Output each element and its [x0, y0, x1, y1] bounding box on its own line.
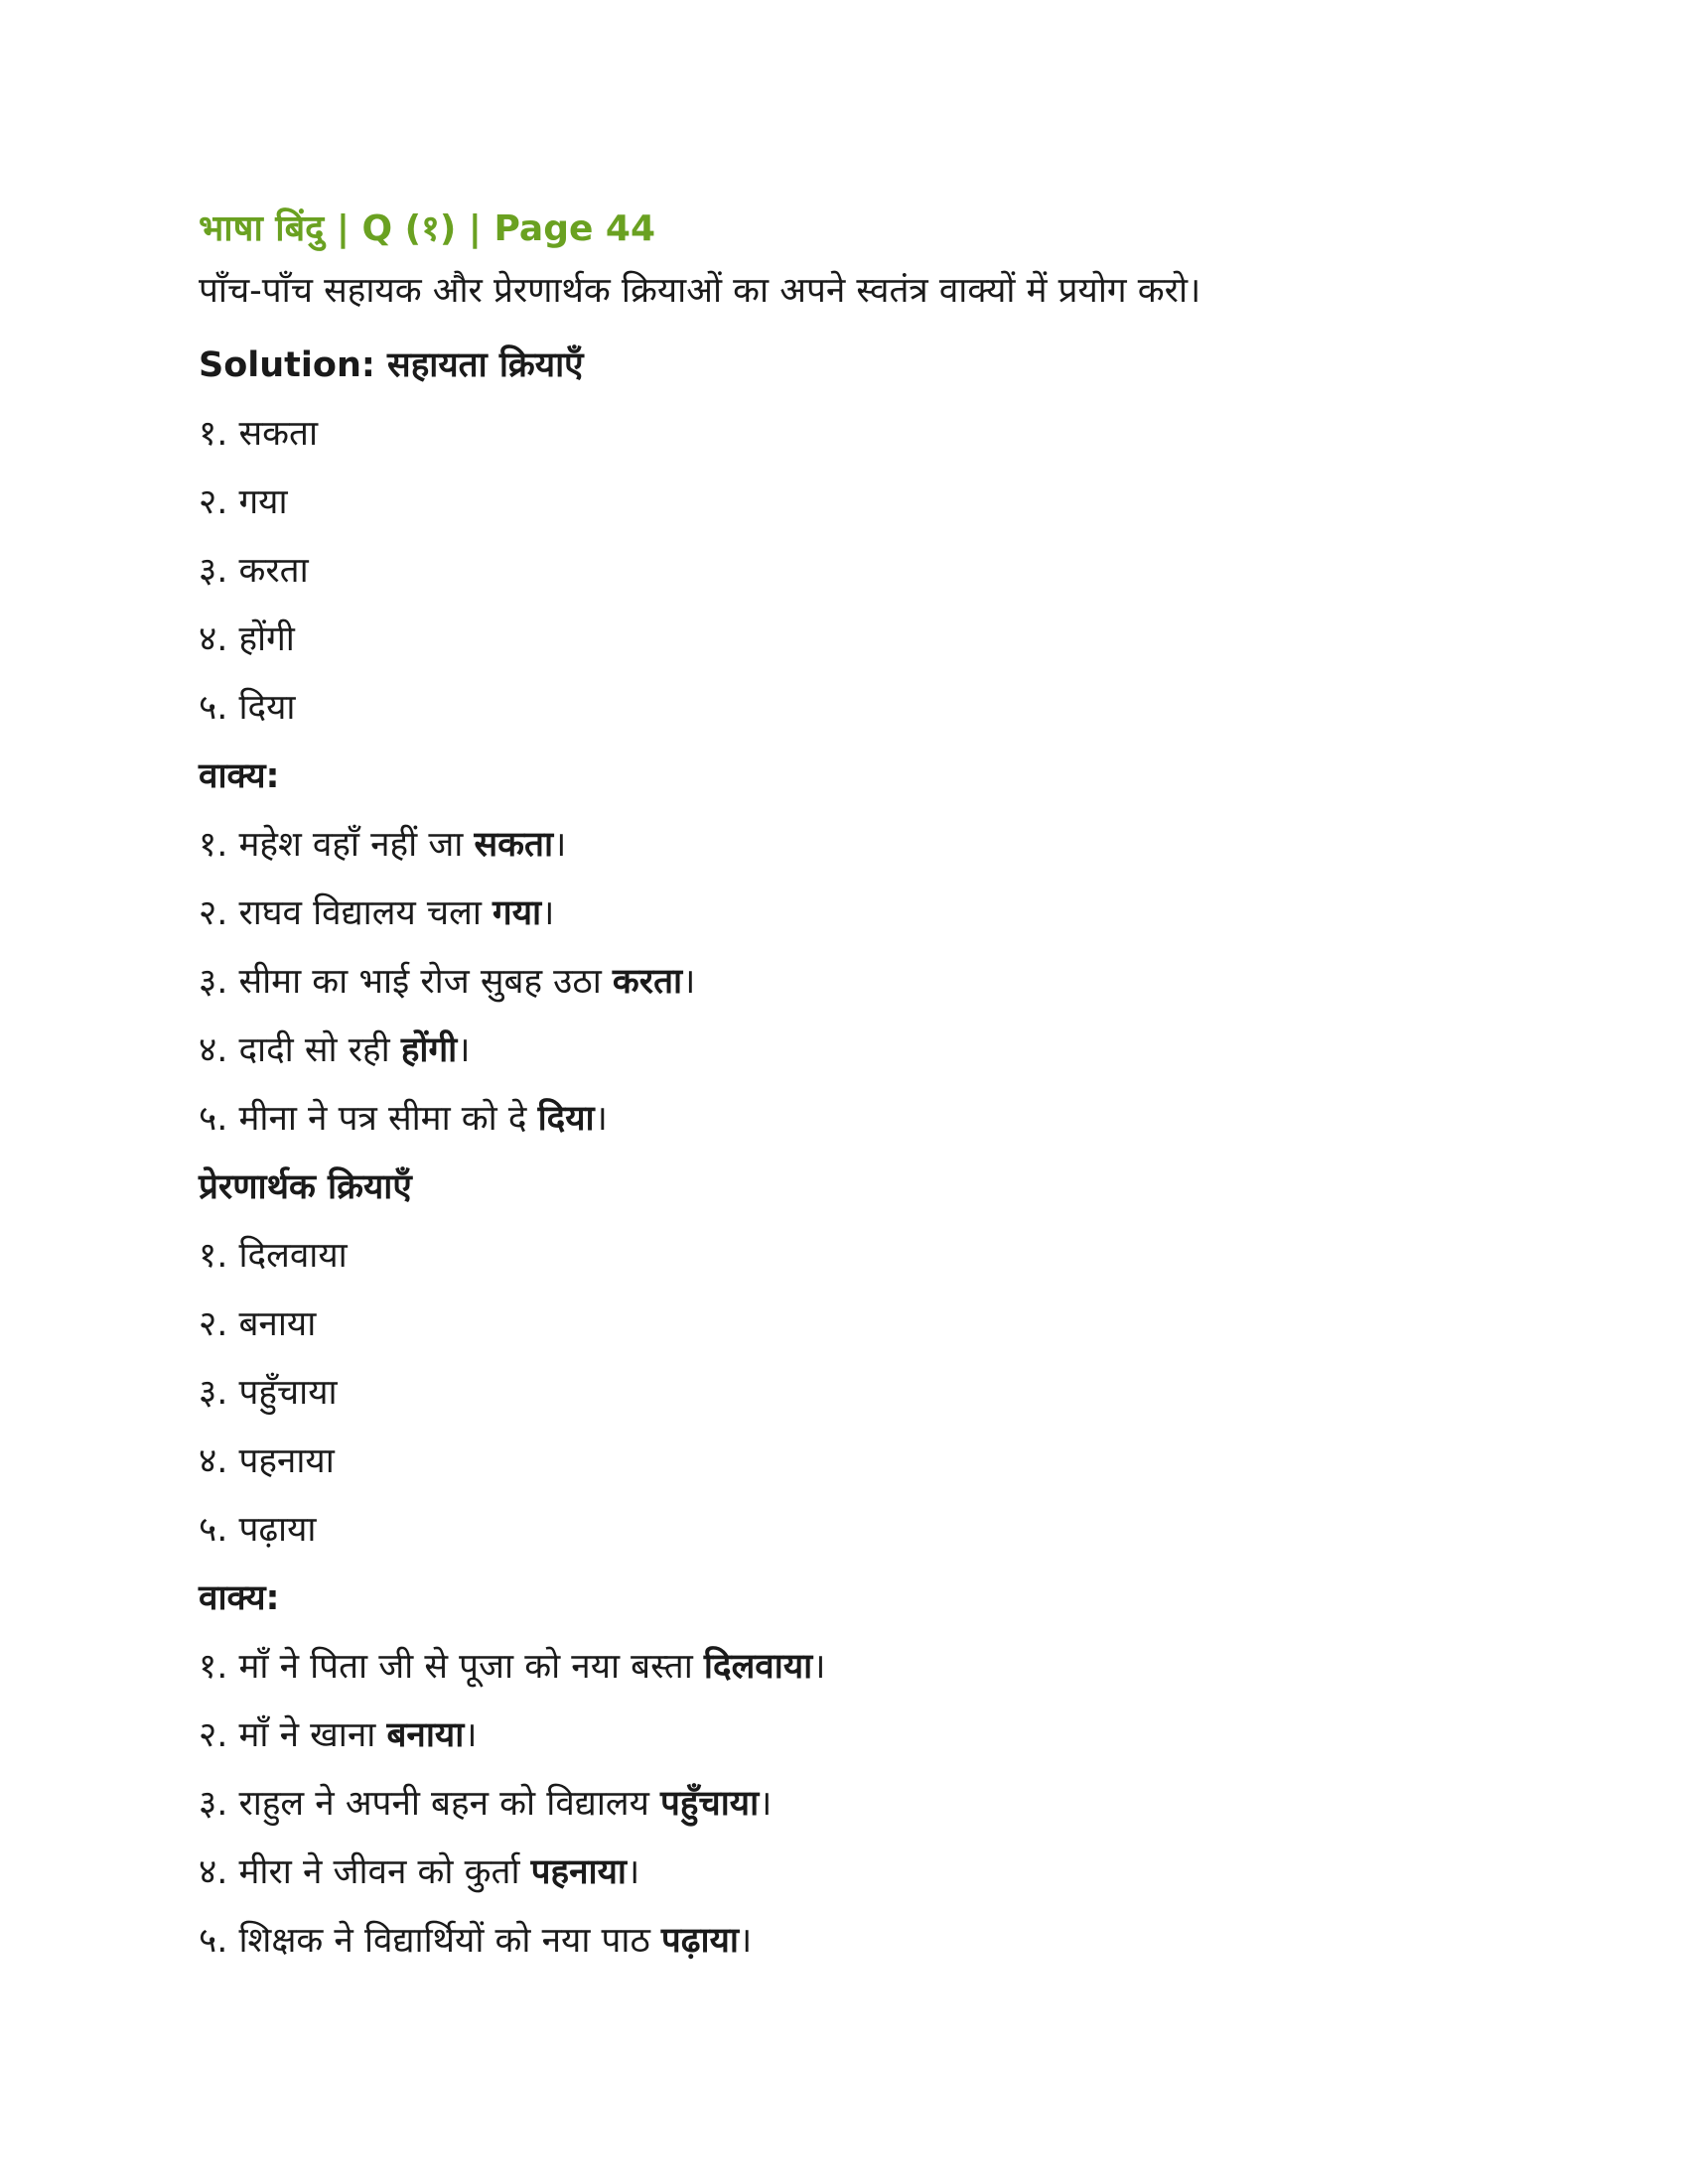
sentence-end: । [682, 962, 696, 1002]
sentence-text: २. माँ ने खाना [199, 1715, 387, 1755]
sentence-verb: पहुँचाया [660, 1784, 760, 1824]
sentence-end: । [594, 1099, 608, 1139]
sentence-verb: पढ़ाया [660, 1921, 739, 1961]
sentence-text: ४. मीरा ने जीवन को कुर्ता [199, 1852, 531, 1892]
sentence-line [199, 948, 1489, 1017]
sentence-end: । [553, 825, 567, 865]
list-item: १. दिलवाया [199, 1236, 348, 1276]
sentence-end: । [626, 1852, 640, 1892]
sentence-verb: सकता [474, 825, 554, 865]
sentence-line [199, 1633, 1489, 1702]
sentence-text: २. राघव विद्यालय चला [199, 893, 493, 933]
document-page [199, 199, 1489, 1976]
sentence-verb: पहनाया [530, 1852, 627, 1892]
sentence-end: । [738, 1921, 753, 1961]
sentence-verb: करता [612, 962, 683, 1002]
sentence-end: । [812, 1647, 826, 1687]
sentence-end: । [464, 1715, 478, 1755]
sentence-end: । [457, 1030, 471, 1070]
solution-heading: Solution: सहायता क्रियाएँ [199, 345, 584, 385]
list-item: ४. पहनाया [199, 1441, 335, 1481]
sentence-text: १. महेश वहाँ नहीं जा [199, 825, 475, 865]
sentences-label: वाक्य: [199, 1578, 280, 1618]
sentence-line [199, 1085, 1489, 1154]
list-item: ४. होंगी [199, 619, 295, 659]
sentence-line [199, 1770, 1489, 1839]
sentences-label: वाक्य: [199, 756, 280, 796]
sentence-verb: बनाया [386, 1715, 465, 1755]
sentence-line [199, 1017, 1489, 1085]
sentence-end: । [541, 893, 555, 933]
sentence-line [199, 1907, 1489, 1976]
sentence-verb: दिया [537, 1099, 595, 1139]
sentence-line [199, 1839, 1489, 1907]
sentence-line [199, 1702, 1489, 1770]
sentence-verb: दिलवाया [703, 1647, 813, 1687]
list-item: ५. दिया [199, 688, 296, 728]
sentence-text: ५. शिक्षक ने विद्यार्थियों को नया पाठ [199, 1921, 661, 1961]
section-heading: प्रेरणार्थक क्रियाएँ [199, 1167, 412, 1207]
page-heading: भाषा बिंदु | Q (१) | Page 44 [199, 208, 656, 249]
list-item: १. सकता [199, 414, 319, 454]
list-item: २. बनाया [199, 1304, 317, 1344]
sentence-line [199, 811, 1489, 880]
list-item: ३. करता [199, 551, 309, 591]
list-item: ३. पहुँचाया [199, 1373, 338, 1413]
sentence-text: ४. दादी सो रही [199, 1030, 401, 1070]
sentence-text: ३. राहुल ने अपनी बहन को विद्यालय [199, 1784, 661, 1824]
sentence-text: ५. मीना ने पत्र सीमा को दे [199, 1099, 538, 1139]
sentence-text: ३. सीमा का भाई रोज सुबह उठा [199, 962, 613, 1002]
question-text: पाँच-पाँच सहायक और प्रेरणार्थक क्रियाओं का अपने स्वतंत्र वाक्यों में प्रयोग करो। [199, 271, 1201, 311]
sentence-verb: गया [492, 893, 542, 933]
sentence-text: १. माँ ने पिता जी से पूजा को नया बस्ता [199, 1647, 704, 1687]
sentence-verb: होंगी [400, 1030, 458, 1070]
sentence-line [199, 880, 1489, 948]
list-item: २. गया [199, 482, 288, 522]
list-item: ५. पढ़ाया [199, 1510, 317, 1550]
sentence-end: । [759, 1784, 773, 1824]
